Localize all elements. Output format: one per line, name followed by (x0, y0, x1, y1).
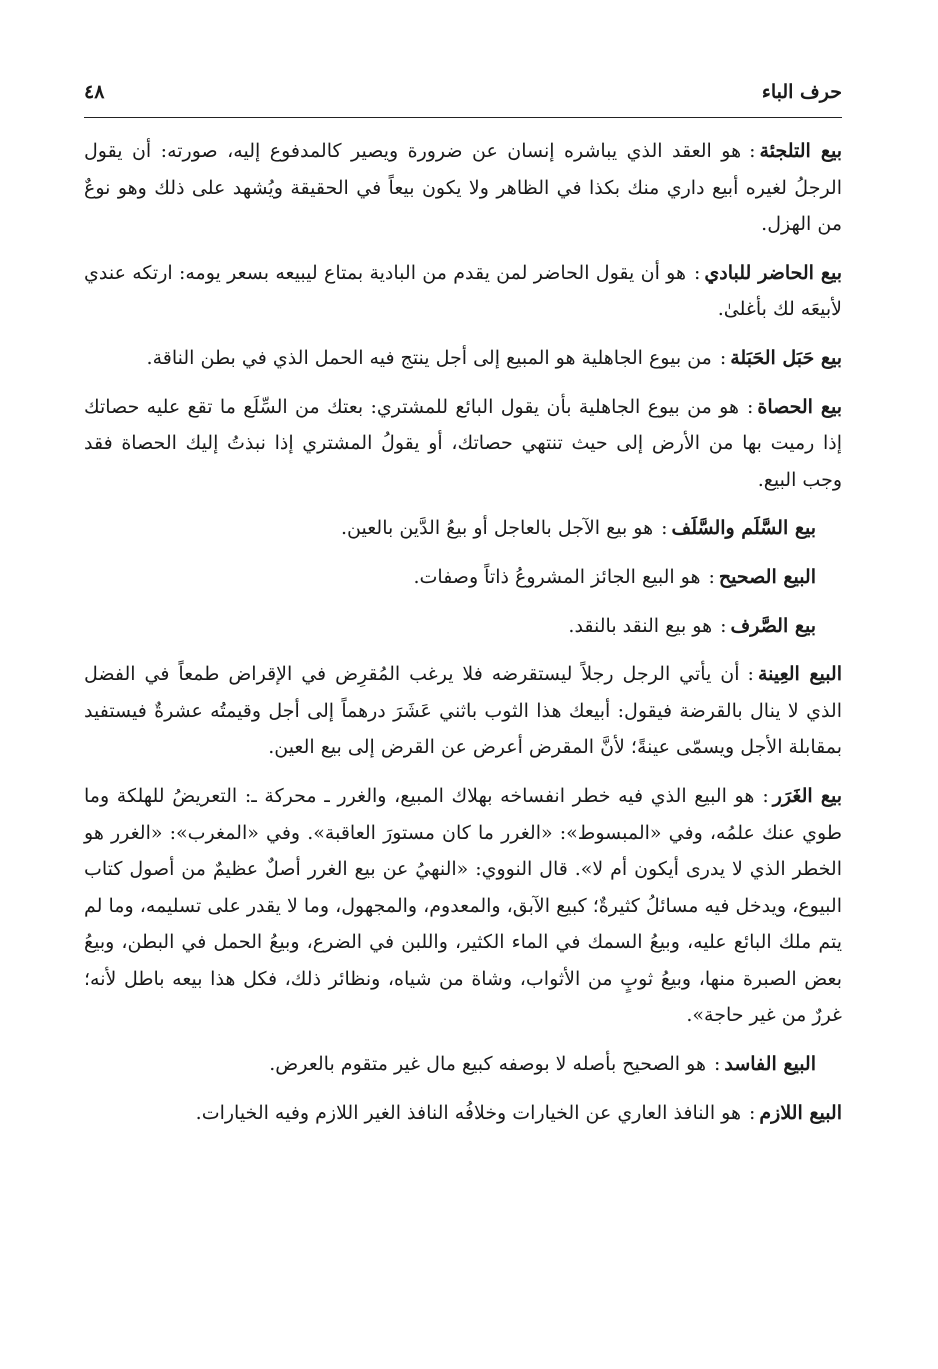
page-body (84, 133, 842, 1143)
entry-term: البيع الصحيح (718, 565, 816, 588)
entry-term: بيع الحصاة (757, 395, 842, 418)
entry-definition: هو النافذ العاري عن الخيارات وخلافُه النافذ الغير اللازم وفيه الخيارات. (195, 1101, 741, 1124)
entry-al-bay-al-ina (84, 656, 842, 766)
entry-term: بيع الصَّرف (730, 614, 816, 637)
entry-term: بيع حَبَل الحَبَلة (730, 346, 842, 369)
entry-term: البيع العِينة (757, 663, 843, 686)
entry-al-bay-al-fasid (84, 1046, 842, 1083)
entry-definition: هو أن يقول الحاضر لمن يقدم من البادية بمتاع ليبيعه بسعر يومه: ارتكه عندي لأبيعَه لك بأغلىٰ. (84, 261, 842, 321)
entry-definition: هو بيع النقد بالنقد. (568, 614, 713, 637)
colon-separator: : (694, 261, 701, 284)
entry-definition: هو العقد الذي يباشره إنسان عن ضرورة ويصير كالمدفوع إليه، صورته: أن يقول الرجلُ لغيره أبيع داري منك بكذا في الظاهر ولا يكون بيعاً في الحقيقة ويُشهد على ذلك وهو نوعٌ من الهزل. (84, 140, 842, 236)
entry-definition: هو من بيوع الجاهلية بأن يقول البائع للمشتري: بعتك من السِّلَع ما تقع عليه حصاتك إذا رميت بها من الأرض إلى حيث تنتهي حصاتك، أو يقولُ المشتري إذا نبذتُ إليك الحصاة فقد وجب البيع. (84, 395, 842, 491)
entry-term: بيع الغَرَر (772, 784, 842, 807)
entry-definition: هو الصحيح بأصله لا بوصفه كبيع مال غير متقوم بالعرض. (269, 1053, 706, 1076)
colon-separator: : (720, 614, 727, 637)
colon-separator: : (748, 1101, 756, 1124)
entry-al-bay-al-lazim (84, 1095, 842, 1132)
colon-separator: : (762, 784, 769, 807)
colon-separator: : (661, 517, 668, 540)
colon-separator: : (747, 663, 754, 686)
entry-term: بيع السَّلَم والسَّلَف (671, 517, 816, 540)
entry-bay-habal-al-habala (84, 340, 842, 377)
entry-definition: هو البيع الذي فيه خطر انفساخه بهلاك المبيع، والغرر ـ محركة ـ: التعريضُ للهلكة وما طوي عنك علمُه، وفي «المبسوط»: «الغرر ما كان مستورَ العاقبة». وفي «المغرب»: «الغرر هو الخطر الذي لا يدرى أيكون أم لا». قال النووي: «النهيُ عن بيع الغرر أصلٌ عظيمٌ من أصول كتاب البيوع، ويدخل فيه مسائلُ كثيرةٌ؛ كبيع الآبق، والمعدوم، والمجهول، وما لا يقدر على تسليمه، وما لم يتم ملك البائع عليه، وبيعُ السمك في الماء الكثير، واللبن في الضرع، وبيعُ الحمل في البطن، وبيعُ بعض الصبرة منها، وبيعُ ثوبٍ من الأثواب، وشاة من شياه، ونظائر ذلك، فكل هذا بيعه باطل لأنه؛ غررٌ من غير حاجة». (84, 784, 842, 1027)
entry-term: البيع الفاسد (724, 1053, 816, 1076)
entry-definition: هو بيع الآجل بالعاجل أو بيعُ الدَّين بالعين. (341, 517, 654, 540)
colon-separator: : (708, 565, 715, 588)
entry-definition: أن يأتي الرجل رجلاً ليستقرضه فلا يرغب المُقرِض في الإقراض طمعاً في الفضل الذي لا ينال بالقرضة فيقول: أبيعك هذا الثوب باثني عَشَرَ درهماً إلى أجل وقيمتُه عشرةٌ فيستفيد بمقابلة الأجل ويسمّى عينةً؛ لأنَّ المقرض أعرض عن القرض إلى بيع العين. (84, 663, 842, 759)
page-number: ٤٨ (84, 81, 105, 103)
colon-separator: : (746, 395, 754, 418)
entry-bay-al-hadir-lil-badi (84, 255, 842, 328)
entry-bay-al-taljia (84, 133, 842, 243)
page-header (84, 76, 842, 108)
entry-bay-al-sarf (84, 608, 842, 645)
book-page (84, 0, 842, 1369)
entry-term: بيع الحاضر للبادي (704, 261, 842, 284)
entry-bay-al-salam (84, 510, 842, 547)
entry-bay-al-gharar (84, 778, 842, 1034)
entry-bay-al-hasat (84, 389, 842, 499)
entry-definition: من بيوع الجاهلية هو المبيع إلى أجل ينتج فيه الحمل الذي في بطن الناقة. (146, 346, 712, 369)
entry-al-bay-al-sahih (84, 559, 842, 596)
colon-separator: : (713, 1053, 721, 1076)
colon-separator: : (749, 140, 756, 162)
running-title: حرف الباء (761, 81, 842, 103)
entry-term: بيع التلجئة (759, 140, 842, 162)
header-rule (84, 117, 842, 118)
entry-definition: هو البيع الجائز المشروعُ ذاتاً وصفات. (413, 565, 701, 588)
colon-separator: : (719, 346, 727, 369)
entry-term: البيع اللازم (759, 1101, 842, 1124)
